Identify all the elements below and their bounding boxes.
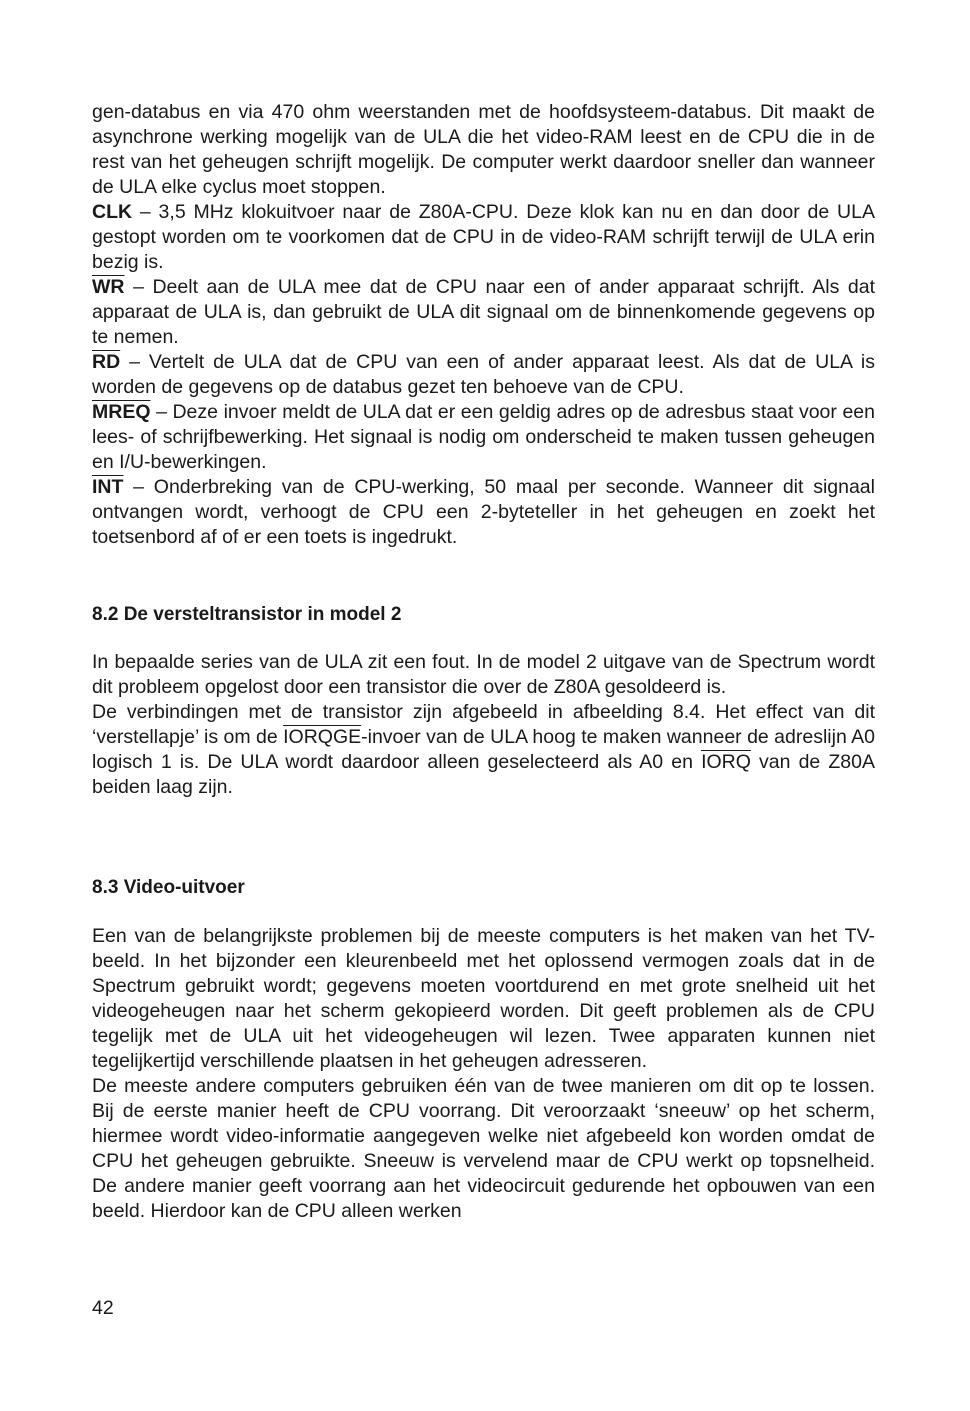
signal-iorqge: IORQGE	[283, 726, 362, 748]
signal-desc-int: – Onderbreking van de CPU-werking, 50 maal per seconde. Wanneer dit signaal ontvangen wordt, verhoogt de CPU een 2-byteteller in het geheugen en zoekt het toetsenbord af of er een toets is ingedrukt.	[92, 476, 875, 548]
signal-int	[92, 475, 875, 550]
signal-desc-rd: – Vertelt de ULA dat de CPU van een of ander apparaat leest. Als dat de ULA is worden de gegevens op de databus gezet ten behoeve van de CPU.	[92, 351, 875, 398]
paragraph-databus: gen-databus en via 470 ohm weerstanden met de hoofdsysteem-databus. Dit maakt de asynchrone werking mogelijk van de ULA die het video-RAM leest en de CPU die in de rest van het geheugen schrijft mogelijk. De computer werkt daardoor sneller dan wanneer de ULA elke cyclus moet stoppen.	[92, 101, 875, 198]
signal-term-wr: $\overline{WR}$	[92, 276, 125, 298]
signal-term-int: $\overline{INT}$	[92, 476, 124, 498]
signal-term-rd: $\overline{RD}$	[92, 351, 121, 373]
signal-term-clk: CLK	[92, 201, 133, 223]
signal-rd	[92, 350, 875, 400]
signal-desc-wr: – Deelt aan de ULA mee dat de CPU naar een of ander apparaat schrijft. Als dat apparaat de ULA is, dan gebruikt de ULA dit signaal om de binnenkomende gegevens op te nemen.	[92, 276, 875, 348]
signal-iorq: IORQ	[701, 751, 751, 773]
signal-desc-clk: – 3,5 MHz klokuitvoer naar de Z80A-CPU. Deze klok kan nu en dan door de ULA gestopt worden om te voorkomen dat de CPU in de video-RAM schrijft terwijl de ULA erin bezig is.	[92, 201, 875, 273]
section-8-2-text	[92, 650, 875, 800]
signal-clk	[92, 200, 875, 275]
section-heading-8-2: 8.2 De versteltransistor in model 2	[92, 604, 402, 625]
signal-mreq	[92, 400, 875, 475]
section-heading-8-3: 8.3 Video-uitvoer	[92, 877, 245, 898]
paragraph-two-methods: De meeste andere computers gebruiken één van de twee manieren om dit op te lossen. Bij de eerste manier heeft de CPU voorrang. Dit veroorzaakt ‘sneeuw’ op het scherm, hiermee wordt video-informatie aangegeven welke niet afgebeeld kon worden omdat de CPU het geheugen gebruikte. Sneeuw is vervelend maar de CPU werkt op topsnelheid. De andere manier geeft voorrang aan het videocircuit gedurende het opbouwen van een beeld. Hierdoor kan de CPU alleen werken	[92, 1075, 875, 1222]
signal-desc-mreq: – Deze invoer meldt de ULA dat er een geldig adres op de adresbus staat voor een lees- of schrijfbewerking. Het signaal is nodig om onderscheid te maken tussen geheugen en I/U-bewerkingen.	[92, 401, 875, 473]
paragraph-transistor-connections: De verbindingen met de transistor zijn afgebeeld in afbeelding 8.4. Het effect van dit ‘verstellapje’ is om de IORQGE-invoer van de ULA hoog te maken wanneer de adreslijn A0 logisch 1 is. De ULA wordt daardoor alleen geselecteerd als A0 en IORQ van de Z80A beiden laag zijn.	[92, 701, 876, 798]
paragraph-ula-fault: In bepaalde series van de ULA zit een fout. In de model 2 uitgave van de Spectrum wordt dit probleem opgelost door een transistor die over de Z80A gesoldeerd is.	[92, 651, 875, 698]
intro-text-block	[92, 100, 875, 550]
section-8-3-text	[92, 924, 875, 1224]
signal-term-mreq: MREQ	[92, 401, 151, 423]
page-number: 42	[92, 1297, 114, 1319]
signal-wr	[92, 275, 875, 350]
paragraph-tv-image: Een van de belangrijkste problemen bij de meeste computers is het maken van het TV-beeld. In het bijzonder een kleurenbeeld met het oplossend vermogen zoals dat in de Spectrum gebruikt wordt; gegevens moeten voortdurend en met grote snelheid uit het videogeheugen naar het scherm gekopieerd worden. Dit geeft problemen als de CPU tegelijk met de ULA uit het videogeheugen wil lezen. Twee apparaten kunnen niet tegelijkertijd verschillende plaatsen in het geheugen adresseren.	[92, 925, 875, 1072]
